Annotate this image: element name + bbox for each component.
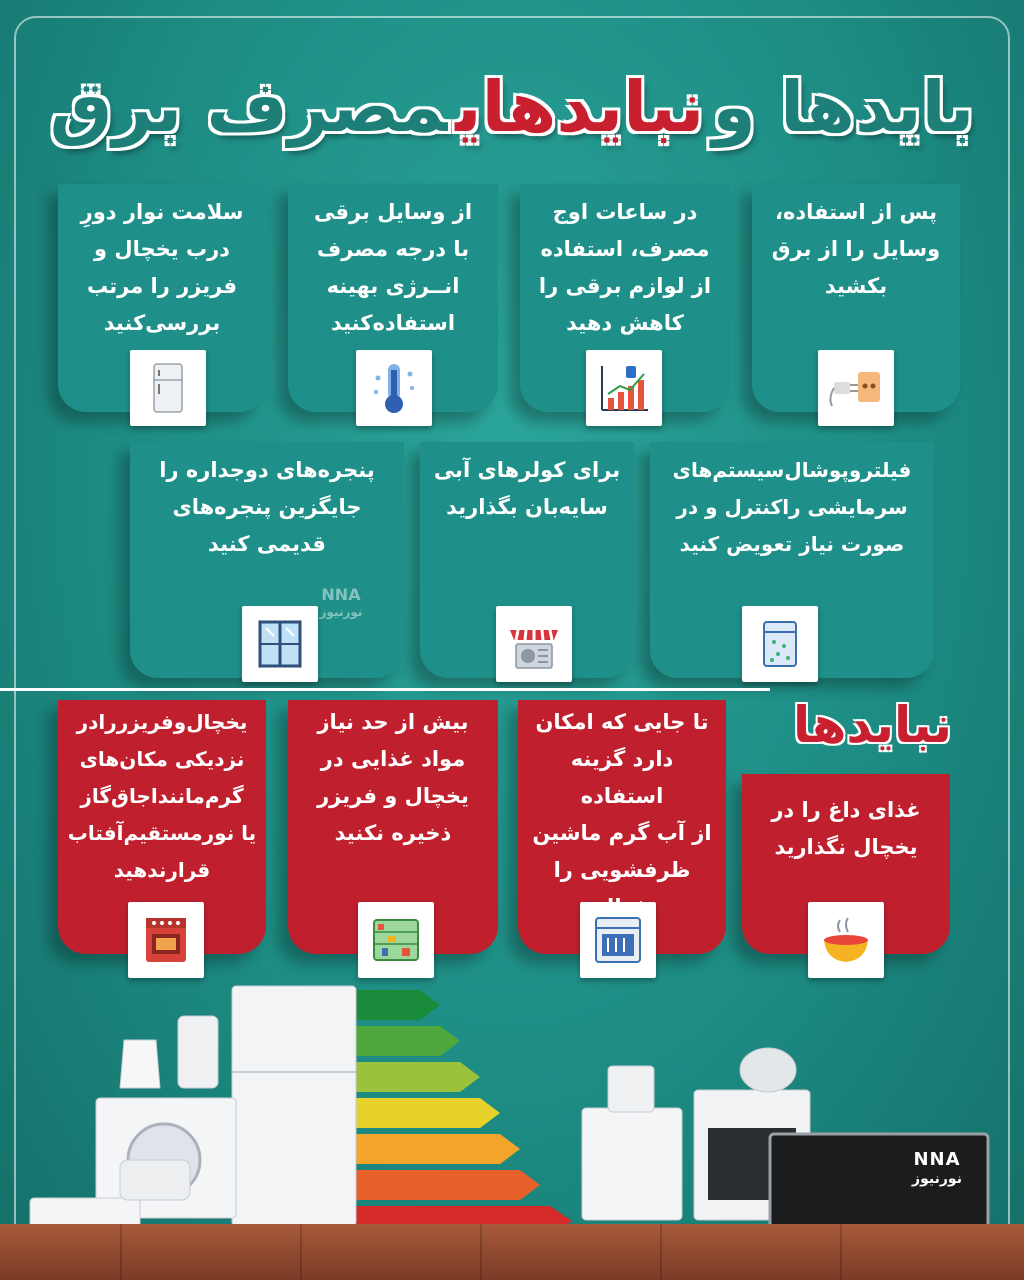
- dont-card-2: [518, 700, 726, 954]
- dont-card-text: یخچال‌وفریزر‌رادر نزدیکی مکان‌های گرم‌مانند‌اجاق‌گاز یا نور‌مستقیم‌آفتاب قرار‌ندهید: [67, 710, 257, 882]
- do-card-text: از وسایل برقی با درجه مصرف انــرژی بهینه استفاده‌کنید: [313, 200, 473, 335]
- section-divider: [0, 688, 770, 691]
- do-card-5: [650, 442, 934, 678]
- dont-card-text: تا جایی که امکان دارد گزینه استفاده از آب گرم ماشین ظرفشویی را: [532, 710, 712, 882]
- hot-food-icon: [808, 902, 884, 978]
- dont-card-4: [58, 700, 266, 954]
- dont-card-text: غذای داغ را در یخچال نگذارید: [771, 798, 921, 859]
- watermark-line-2: نورنیوز: [319, 605, 363, 619]
- do-card-1: [752, 184, 960, 412]
- do-card-7: [130, 442, 404, 678]
- title-part-2: نبایدهای: [455, 66, 705, 148]
- floor-seam: [840, 1224, 842, 1280]
- dont-card-3: [288, 700, 498, 954]
- do-card-2: [520, 184, 730, 412]
- cooler-awning-icon: [496, 606, 572, 682]
- do-card-4: [58, 184, 266, 412]
- title-part-1: بایدها و: [712, 66, 975, 148]
- do-card-text: در ساعات اوج مصرف، استفاده از لوازم برقی را کاهش دهید: [538, 200, 712, 335]
- do-card-text: برای کولرهای آبی سایه‌بان بگذارید: [433, 458, 621, 519]
- floor: [0, 1224, 1024, 1280]
- do-card-text: سلامت نوار دورِ درب یخچال و فریزر را مرتب بررسی‌کنید: [80, 200, 244, 335]
- appliances-illustration: [24, 980, 1004, 1230]
- full-fridge-icon: [358, 902, 434, 978]
- do-card-text: پنجره‌های دوجداره را جایگزین پنجره‌های قدیمی کنید: [159, 458, 375, 556]
- floor-seam: [660, 1224, 662, 1280]
- window-icon: [242, 606, 318, 682]
- plug-socket-icon: [818, 350, 894, 426]
- do-card-3: [288, 184, 498, 412]
- do-card-6: [420, 442, 634, 678]
- brand-logo: [904, 1150, 970, 1190]
- floor-seam: [120, 1224, 122, 1280]
- do-card-text: پس از استفاده، وسایل را از برق بکشید: [771, 200, 941, 298]
- watermark-line-1: NNA: [321, 585, 361, 604]
- floor-seam: [300, 1224, 302, 1280]
- title-part-3: مصرف برق: [49, 66, 448, 148]
- do-card-text: فیلتروپوشال‌سیستم‌های سرمایشی راکنترل و در صورت نیاز تعویض کنید: [672, 458, 912, 556]
- dont-card-text: بیش از حد نیاز مواد غذایی در یخچال و فریزر ذخیره نکنید: [317, 710, 469, 845]
- dont-card-1: [742, 774, 950, 954]
- logo-line-1: NNA: [913, 1149, 961, 1170]
- page-title: [40, 52, 984, 162]
- stove-icon: [128, 902, 204, 978]
- watermark: [308, 586, 374, 622]
- energy-chart-icon: [586, 350, 662, 426]
- fridge-icon: [130, 350, 206, 426]
- donts-title: نبایدها: [792, 696, 952, 754]
- logo-line-2: نورنیوز: [912, 1171, 962, 1187]
- dishwasher-icon: [580, 902, 656, 978]
- thermometer-icon: [356, 350, 432, 426]
- filter-icon: [742, 606, 818, 682]
- floor-seam: [480, 1224, 482, 1280]
